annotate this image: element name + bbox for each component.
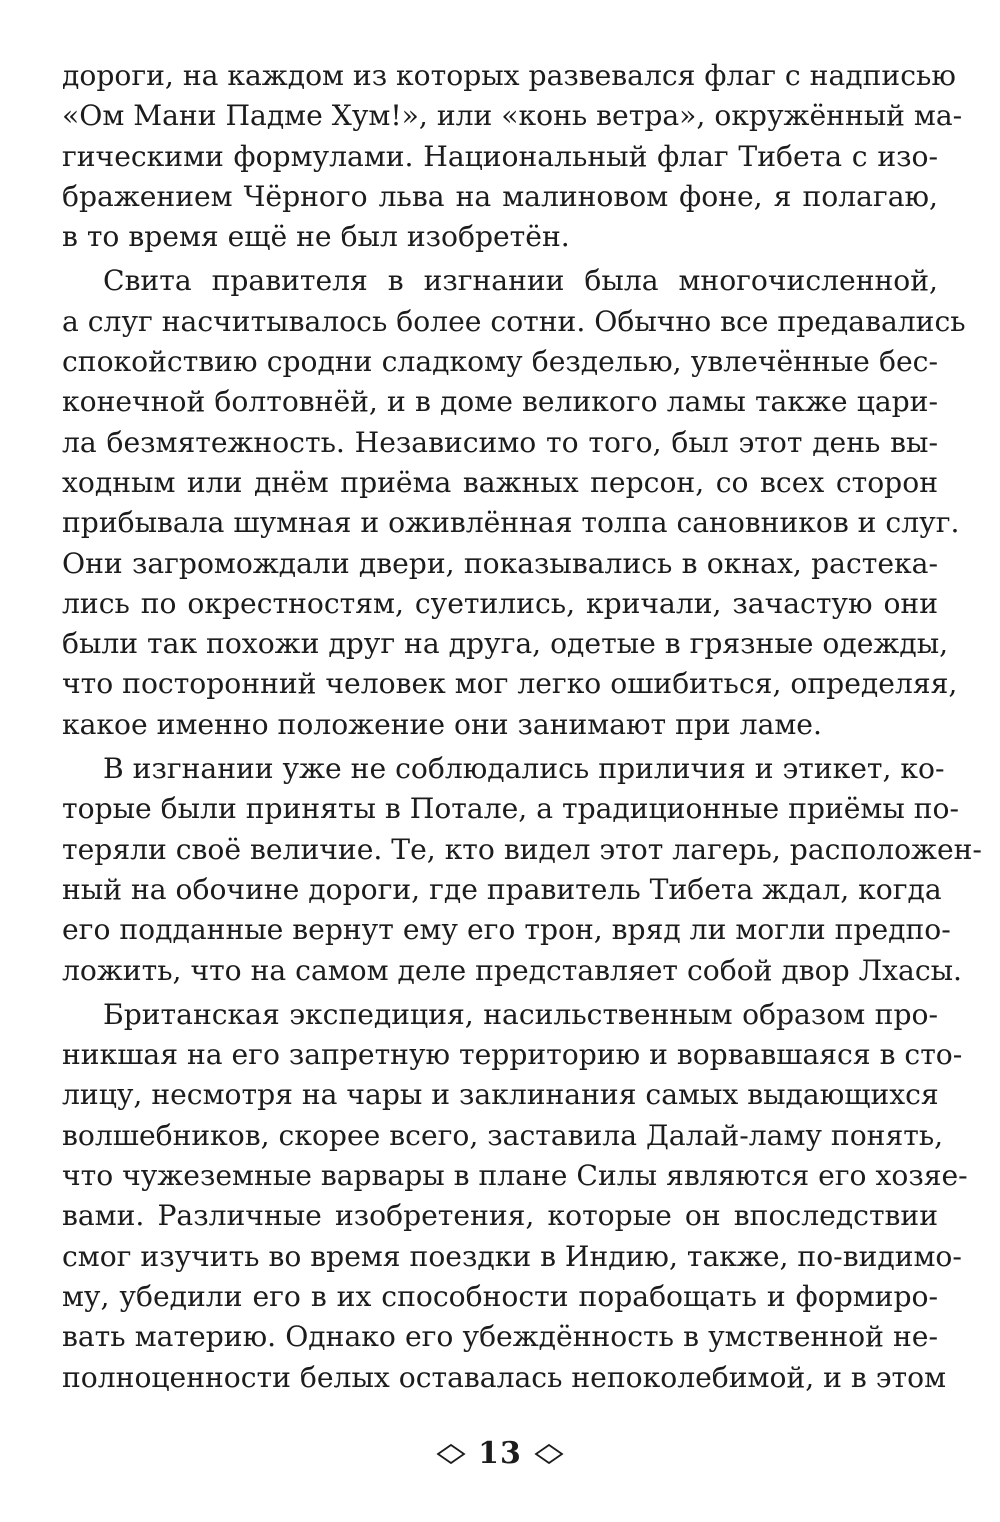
text-line: ложить, что на самом деле представляет собой двор Лхасы.	[62, 953, 963, 987]
page-number: 13	[478, 1436, 522, 1471]
text-line: спокойствию сродни сладкому безделью, увлечённые бес-	[62, 345, 938, 379]
text-line: были так похожи друг на друга, одетые в грязные одежды,	[62, 627, 949, 661]
diamond-outline-icon	[436, 1443, 466, 1465]
text-line: ла безмятежность. Независимо то того, был этот день вы-	[62, 425, 938, 459]
text-line: что чужеземные варвары в плане Силы являются его хозяе-	[62, 1159, 968, 1193]
paragraph-2	[62, 261, 966, 745]
text-line: какое именно положение они занимают при ламе.	[62, 707, 822, 741]
text-line: волшебников, скорее всего, заставила Далай-ламу понять,	[62, 1118, 944, 1152]
text-line: гическими формулами. Национальный флаг Тибета с изо-	[62, 139, 938, 173]
text-line: конечной болтовнёй, и в доме великого ламы также цари-	[62, 385, 938, 419]
text-line: прибывала шумная и оживлённая толпа сановников и слуг.	[62, 506, 960, 540]
text-line: бражением Чёрного льва на малиновом фоне, я полагаю,	[62, 179, 938, 213]
page-footer	[0, 1434, 1000, 1474]
text-line: теряли своё величие. Те, кто видел этот лагерь, расположен-	[62, 832, 982, 866]
text-line: торые были приняты в Потале, а традиционные приёмы по-	[62, 792, 959, 826]
paragraph-1	[62, 56, 963, 257]
text-line: что посторонний человек мог легко ошибиться, определяя,	[62, 667, 958, 701]
text-line: в то время ещё не был изобретён.	[62, 220, 570, 254]
paragraph-4	[62, 995, 968, 1398]
text-line: В изгнании уже не соблюдались приличия и этикет, ко-	[103, 752, 945, 786]
paragraph-3	[62, 749, 982, 991]
text-line: лись по окрестностям, суетились, кричали, зачастую они	[62, 586, 938, 620]
text-line: ходным или днём приёма важных персон, со всех сторон	[62, 465, 938, 499]
text-line: вать материю. Однако его убеждённость в умственной не-	[62, 1320, 938, 1354]
text-line: му, убедили его в их способности порабощать и формиро-	[62, 1279, 938, 1313]
text-line: Они загромождали двери, показывались в окнах, растека-	[62, 546, 938, 580]
text-line: никшая на его запретную территорию и ворвавшаяся в сто-	[62, 1038, 963, 1072]
text-line: дороги, на каждом из которых развевался флаг с надписью	[62, 59, 956, 92]
text-line: полноценности белых оставалась непоколебимой, и в этом	[62, 1360, 946, 1394]
text-line: Свита правителя в изгнании была многочисленной,	[103, 264, 938, 298]
text-line: смог изучить во время поездки в Индию, также, по-видимо-	[62, 1239, 962, 1273]
text-line: его подданные вернут ему его трон, вряд ли могли предпо-	[62, 913, 951, 947]
text-line: лицу, несмотря на чары и заклинания самых выдающихся	[62, 1078, 939, 1112]
diamond-outline-icon	[534, 1443, 564, 1465]
text-line: «Ом Мани Падме Хум!», или «конь ветра», окружённый ма-	[62, 99, 963, 133]
text-line: а слуг насчитывалось более сотни. Обычно все предавались	[62, 304, 966, 338]
text-line: ный на обочине дороги, где правитель Тибета ждал, когда	[62, 872, 942, 906]
text-line: вами. Различные изобретения, которые он впоследствии	[62, 1199, 938, 1233]
text-line: Британская экспедиция, насильственным образом про-	[103, 997, 938, 1031]
body-text	[62, 56, 982, 1402]
